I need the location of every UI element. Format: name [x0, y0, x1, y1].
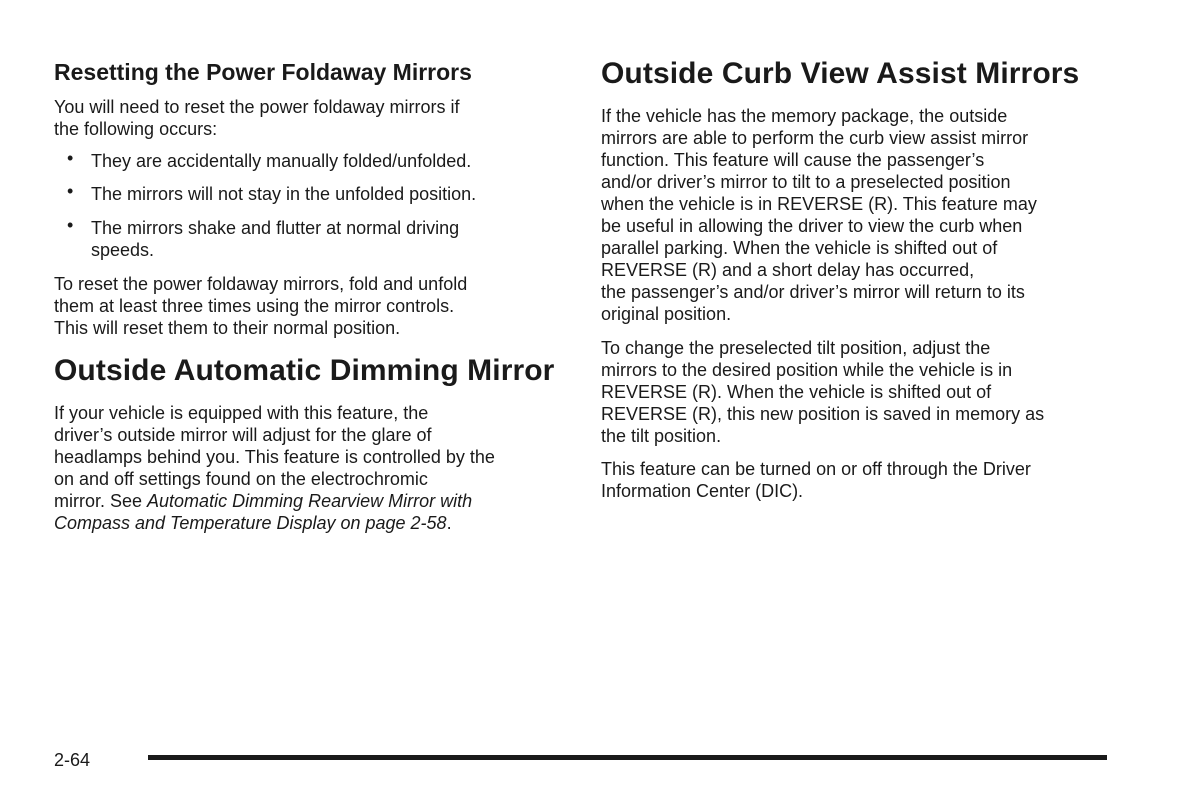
- see-prefix: mirror. See: [54, 491, 148, 511]
- text-line: them at least three times using the mirror controls.: [54, 296, 455, 316]
- text-line: on and off settings found on the electrochromic: [54, 469, 428, 489]
- text-line: [54, 490, 495, 512]
- bullet-icon: •: [67, 215, 74, 235]
- bullet-text: The mirrors will not stay in the unfolded position.: [91, 184, 477, 204]
- text-line: and/or driver’s mirror to tilt to a preselected position: [601, 172, 1011, 192]
- text-line: the following occurs:: [54, 119, 218, 139]
- tilt-position-paragraph: [601, 337, 1044, 447]
- text-line: REVERSE (R) and a short delay has occurred,: [601, 260, 975, 280]
- text-line: If the vehicle has the memory package, the outside: [601, 106, 1008, 126]
- text-line: This will reset them to their normal position.: [54, 318, 401, 338]
- bullet-text: speeds.: [91, 240, 155, 260]
- intro-paragraph: [54, 96, 460, 140]
- text-line: mirrors to the desired position while the vehicle is in: [601, 360, 1013, 380]
- subheading-resetting-foldaway-mirrors: Resetting the Power Foldaway Mirrors: [54, 59, 472, 85]
- text-line: parallel parking. When the vehicle is shifted out of: [601, 238, 998, 258]
- text-line: To change the preselected tilt position, adjust the: [601, 338, 991, 358]
- bullet-icon: •: [67, 181, 74, 201]
- footer-divider: [148, 755, 1107, 760]
- text-line: function. This feature will cause the passenger’s: [601, 150, 985, 170]
- text-line: original position.: [601, 304, 732, 324]
- heading-automatic-dimming-mirror: Outside Automatic Dimming Mirror: [54, 354, 555, 387]
- heading-curb-view-assist-mirrors: Outside Curb View Assist Mirrors: [601, 57, 1080, 90]
- reset-instructions-paragraph: [54, 273, 467, 339]
- text-line: when the vehicle is in REVERSE (R). This feature may: [601, 194, 1037, 214]
- text-line: be useful in allowing the driver to view the curb when: [601, 216, 1023, 236]
- text-line: REVERSE (R). When the vehicle is shifted out of: [601, 382, 992, 402]
- page-number: 2-64: [54, 750, 91, 770]
- dimming-paragraph: [54, 402, 495, 534]
- cross-reference-link[interactable]: Automatic Dimming Rearview Mirror with: [147, 491, 473, 511]
- text-line: To reset the power foldaway mirrors, fold and unfold: [54, 274, 468, 294]
- text-line: mirrors are able to perform the curb view assist mirror: [601, 128, 1029, 148]
- text-line: REVERSE (R), this new position is saved in memory as: [601, 404, 1045, 424]
- text-line: headlamps behind you. This feature is controlled by the: [54, 447, 495, 467]
- bullet-icon: •: [67, 148, 74, 168]
- text-line: If your vehicle is equipped with this feature, the: [54, 403, 429, 423]
- bullet-text: The mirrors shake and flutter at normal driving: [91, 218, 460, 238]
- text-line: [54, 512, 495, 534]
- text-line: the tilt position.: [601, 426, 722, 446]
- text-line: This feature can be turned on or off through the Driver: [601, 459, 1031, 479]
- text-line: the passenger’s and/or driver’s mirror will return to its: [601, 282, 1025, 302]
- text-line: You will need to reset the power foldaway mirrors if: [54, 97, 460, 117]
- sentence-end: .: [446, 513, 452, 533]
- bullet-text: They are accidentally manually folded/unfolded.: [91, 151, 472, 171]
- text-line: Information Center (DIC).: [601, 481, 804, 501]
- curb-view-paragraph: [601, 105, 1037, 325]
- cross-reference-link[interactable]: Compass and Temperature Display on page 2-58: [54, 513, 447, 533]
- dic-paragraph: [601, 458, 1031, 502]
- text-line: driver’s outside mirror will adjust for the glare of: [54, 425, 432, 445]
